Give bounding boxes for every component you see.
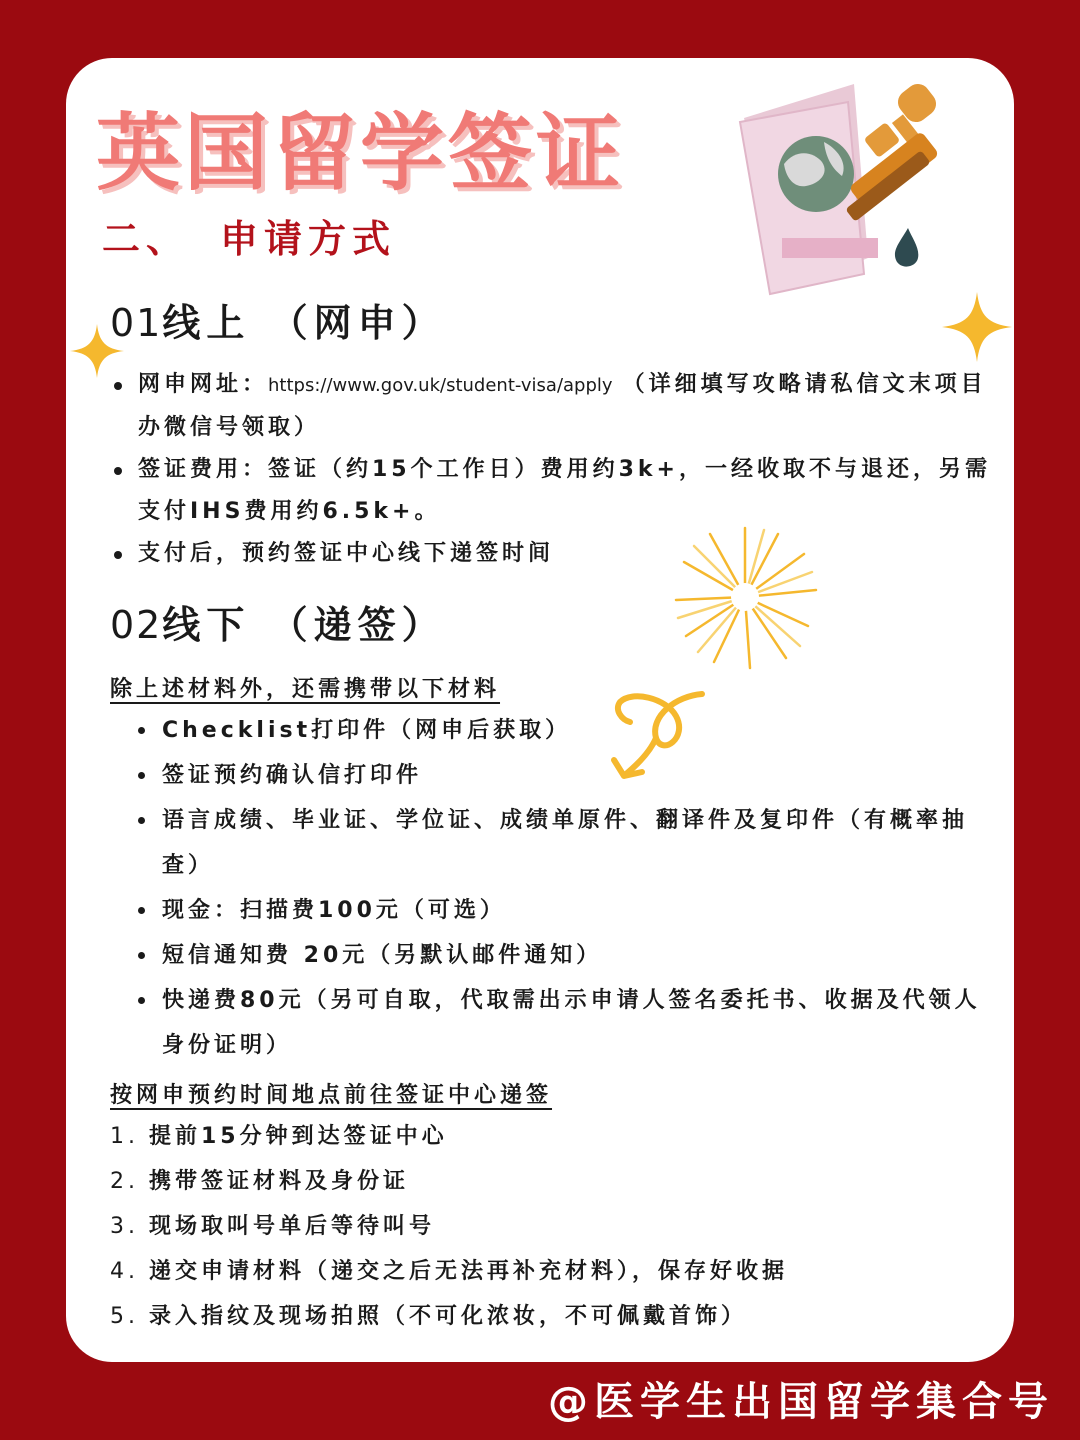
step-text: 携带签证材料及身份证 [149, 1169, 410, 1194]
online-title: 线上 （网申） [162, 301, 446, 345]
bullet-text: 签证费用：签证（约15个工作日）费用约3k+，一经收取不与退还，另需支付IHS费用约6.5k+。 [138, 457, 991, 524]
bullet-label: 网申网址： [138, 372, 269, 397]
sparkle-star-icon [940, 290, 1014, 364]
bullet-text: 支付后，预约签证中心线下递签时间 [138, 541, 555, 566]
offline-number: 02 [110, 603, 163, 647]
passport-stamp-icon [736, 78, 956, 298]
section-number: 二、 [102, 217, 191, 261]
materials-list [134, 708, 1000, 1068]
offline-title: 线下 （递签） [162, 603, 446, 647]
step-text: 递交申请材料（递交之后无法再补充材料），保存好收据 [149, 1259, 789, 1284]
page-title: 英国留学签证 [96, 104, 625, 202]
list-item [110, 1204, 1000, 1249]
offline-heading [110, 594, 446, 649]
online-heading [110, 292, 446, 347]
steps-heading: 按网申预约时间地点前往签证中心递签 [110, 1083, 553, 1108]
list-item [110, 449, 1000, 533]
list-item [110, 364, 1000, 449]
footer-handle: @医学生出国留学集合号 [548, 1379, 1054, 1425]
bullet-text: （详细填写攻略请私信文末项目办微信号领取） [138, 372, 987, 440]
step-text: 录入指纹及现场拍照（不可化浓妆，不可佩戴首饰） [149, 1304, 748, 1329]
step-text: 现场取叫号单后等待叫号 [149, 1214, 436, 1239]
list-item [110, 1294, 1000, 1339]
steps-list [110, 1114, 1000, 1339]
step-number: 2. [110, 1169, 139, 1194]
list-item: 现金：扫描费100元（可选） [134, 888, 1000, 933]
online-number: 01 [110, 301, 163, 345]
list-item [110, 1114, 1000, 1159]
step-number: 5. [110, 1304, 139, 1329]
step-number: 1. [110, 1124, 139, 1149]
step-number: 3. [110, 1214, 139, 1239]
step-number: 4. [110, 1259, 139, 1284]
list-item: 快递费80元（另可自取，代取需出示申请人签名委托书、收据及代领人身份证明） [134, 978, 1000, 1068]
list-item [110, 1249, 1000, 1294]
step-text: 提前15分钟到达签证中心 [149, 1124, 448, 1149]
section-heading [102, 208, 396, 263]
apply-url: https://www.gov.uk/student-visa/apply [268, 375, 613, 396]
online-bullet-list [110, 364, 1000, 575]
list-item: 签证预约确认信打印件 [134, 753, 1000, 798]
list-item: 短信通知费 20元（另默认邮件通知） [134, 933, 1000, 978]
list-item [110, 533, 1000, 575]
list-item: 语言成绩、毕业证、学位证、成绩单原件、翻译件及复印件（有概率抽查） [134, 798, 1000, 888]
materials-heading: 除上述材料外，还需携带以下材料 [110, 677, 501, 702]
list-item: Checklist打印件（网申后获取） [134, 708, 1000, 753]
section-title: 申请方式 [220, 217, 397, 261]
list-item [110, 1159, 1000, 1204]
